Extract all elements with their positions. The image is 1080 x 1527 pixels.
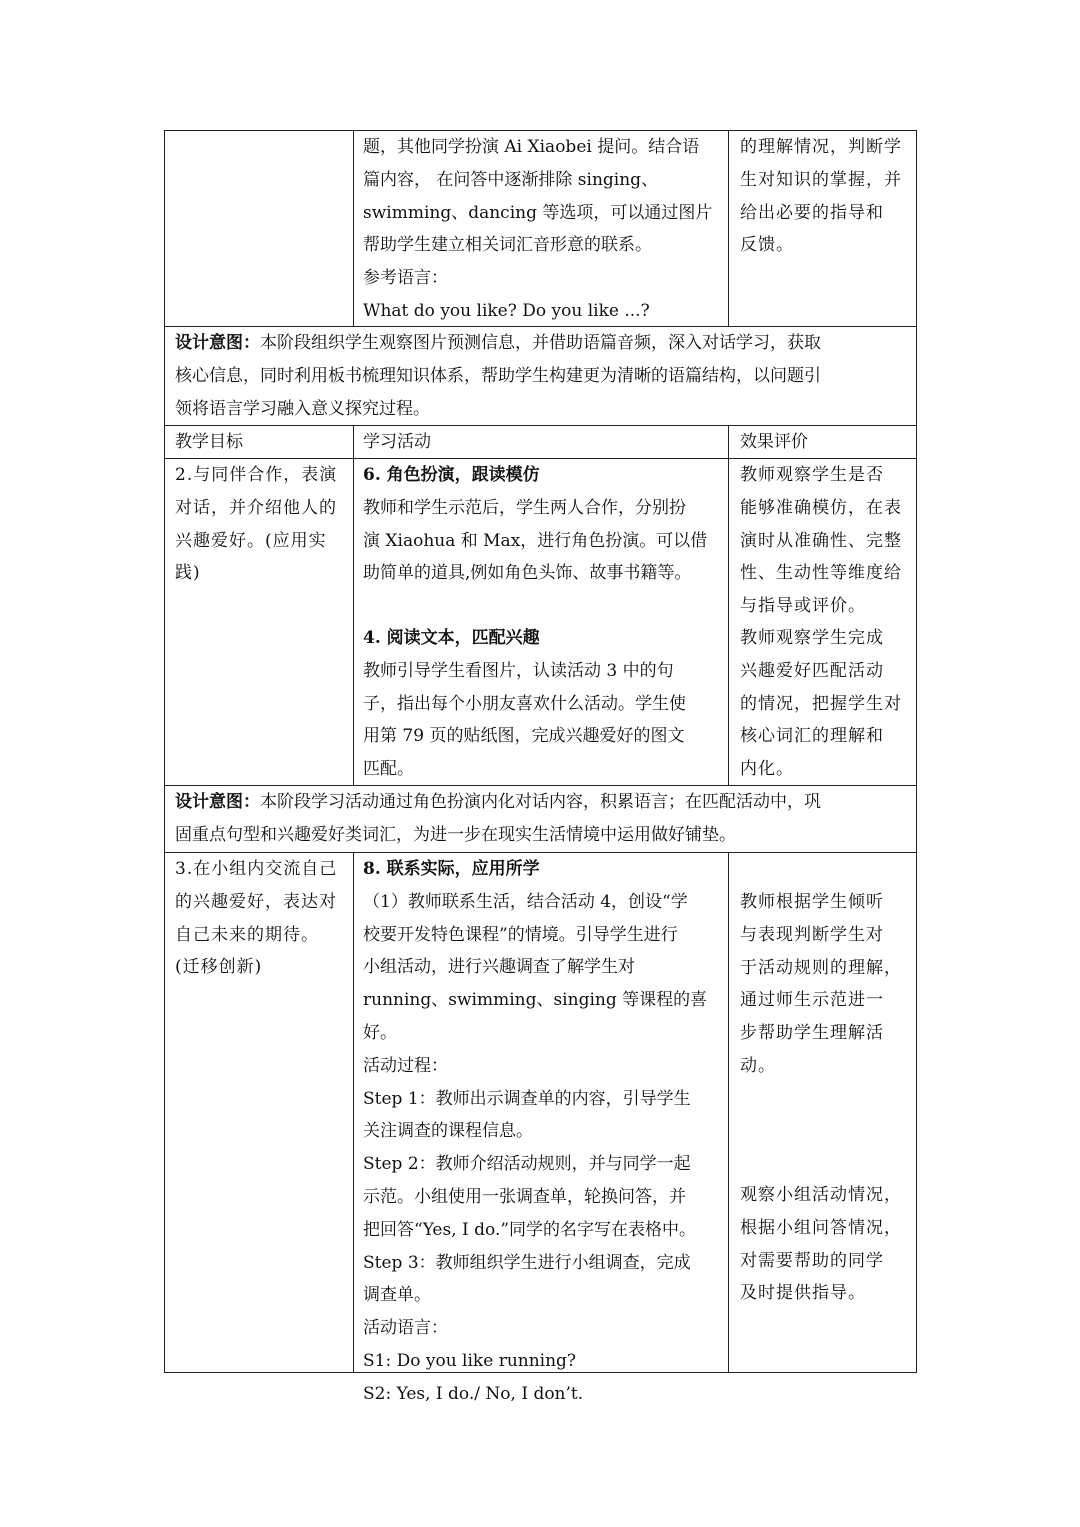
text-line: 教师根据学生倾听 <box>740 892 884 912</box>
text-line: 教师观察学生是否 <box>740 465 884 485</box>
row3-activity8-cell <box>363 853 725 1411</box>
text-line: 的情况，把握学生对 <box>740 693 902 714</box>
text-line: 性、生动性等维度给 <box>740 563 902 584</box>
table-right-border <box>916 130 917 1373</box>
text-line: 活动语言： <box>363 1318 448 1339</box>
col-divider-1 <box>353 425 354 785</box>
header-activity: 学习活动 <box>363 432 431 452</box>
text-line: 参考语言： <box>363 268 448 289</box>
text-line: 演时从准确性、完整 <box>740 530 902 551</box>
text-line: 教师引导学生看图片，认读活动 3 中的句 <box>363 660 674 681</box>
text-line: 关注调查的课程信息。 <box>363 1121 533 1142</box>
text-line: 观察小组活动情况， <box>740 1185 902 1205</box>
text-line: 篇内容， 在问答中逐渐排除 singing、 <box>363 169 659 190</box>
row1-evaluation-cell <box>740 131 912 262</box>
row2-eval4-cell <box>740 622 912 786</box>
text-line: 兴趣爱好。(应用实 <box>175 530 327 551</box>
design-intent-text: 领将语言学习融入意义探究过程。 <box>175 398 430 419</box>
row2-activity4-cell <box>363 622 725 786</box>
text-line: 子，指出每个小朋友喜欢什么活动。学生使 <box>363 693 686 714</box>
col-divider-1 <box>353 852 354 1372</box>
text-line: 对话，并介绍他人的 <box>175 497 337 518</box>
text-line: Step 2：教师介绍活动规则，并与同学一起 <box>363 1154 691 1175</box>
text-line: 3.在小组内交流自己 <box>175 859 338 879</box>
activity-title: 4. 阅读文本，匹配兴趣 <box>363 628 540 648</box>
text-line: 践) <box>175 563 201 584</box>
text-line: 校要开发特色课程”的情境。引导学生进行 <box>363 924 678 945</box>
text-line: 兴趣爱好匹配活动 <box>740 660 884 681</box>
design-intent-1 <box>175 327 913 425</box>
row3-eval-b-cell <box>740 1179 912 1310</box>
table-left-border <box>164 130 165 1373</box>
text-line: 演 Xiaohua 和 Max，进行角色扮演。可以借 <box>363 530 708 551</box>
text-line: 与指导或评价。 <box>740 596 866 617</box>
text-line: 自己未来的期待。 <box>175 924 319 945</box>
text-line: 用第 79 页的贴纸图，完成兴趣爱好的图文 <box>363 726 685 747</box>
header-evaluation: 效果评价 <box>740 432 808 452</box>
text-line: 对需要帮助的同学 <box>740 1250 884 1271</box>
design-intent-line <box>175 786 913 819</box>
text-line: 核心词汇的理解和 <box>740 726 884 747</box>
text-line: 小组活动，进行兴趣调查了解学生对 <box>363 957 635 978</box>
text-line: 生对知识的掌握，并 <box>740 169 902 190</box>
text-line: S1: Do you like running? <box>363 1350 577 1371</box>
text-line: 帮助学生建立相关词汇音形意的联系。 <box>363 235 652 256</box>
text-line: 根据小组问答情况， <box>740 1217 902 1238</box>
design-intent-label: 设计意图： <box>175 333 260 353</box>
row2-eval6-cell <box>740 459 912 623</box>
design-intent-text: 核心信息，同时利用板书梳理知识体系，帮助学生构建更为清晰的语篇结构，以问题引 <box>175 365 821 386</box>
text-line: 匹配。 <box>363 759 414 780</box>
text-line: 教师和学生示范后，学生两人合作，分别扮 <box>363 497 686 518</box>
col-divider-2 <box>728 130 729 326</box>
text-line: 活动过程： <box>363 1055 448 1076</box>
col-divider-1 <box>353 130 354 326</box>
row2-activity6-cell <box>363 459 725 590</box>
text-line: swimming、dancing 等选项，可以通过图片 <box>363 202 713 223</box>
text-line: Step 1：教师出示调查单的内容，引导学生 <box>363 1088 691 1109</box>
activity-title: 8. 联系实际，应用所学 <box>363 859 540 879</box>
text-line: 与表现判断学生对 <box>740 924 884 945</box>
text-line: S2: Yes, I do./ No, I don’t. <box>363 1383 584 1404</box>
design-intent-text: 固重点句型和兴趣爱好类词汇，为进一步在现实生活情境中运用做好铺垫。 <box>175 824 736 845</box>
text-line: 调查单。 <box>363 1285 431 1306</box>
row3-eval-a-cell <box>740 886 912 1083</box>
text-line: running、swimming、singing 等课程的喜好。 <box>363 990 708 1043</box>
design-intent-label: 设计意图： <box>175 792 260 812</box>
text-line: (迁移创新) <box>175 957 263 978</box>
text-line: 的理解情况，判断学 <box>740 137 902 157</box>
text-line: 反馈。 <box>740 235 794 256</box>
text-line: 步帮助学生理解活 <box>740 1023 884 1044</box>
text-line: What do you like? Do you like ...? <box>363 300 650 321</box>
text-line: 题，其他同学扮演 Ai Xiaobei 提问。结合语 <box>363 137 700 157</box>
text-line: 及时提供指导。 <box>740 1283 866 1304</box>
row1-activity-cell <box>363 131 723 328</box>
text-line: 示范。小组使用一张调查单，轮换问答，并 <box>363 1186 686 1207</box>
header-goal: 教学目标 <box>175 432 243 452</box>
activity-title: 6. 角色扮演，跟读模仿 <box>363 465 540 485</box>
design-intent-text: 本阶段组织学生观察图片预测信息，并借助语篇音频，深入对话学习，获取 <box>260 333 821 353</box>
text-line: 把回答“Yes, I do.”同学的名字写在表格中。 <box>363 1219 697 1240</box>
text-line: 的兴趣爱好，表达对 <box>175 891 337 912</box>
text-line: 给出必要的指导和 <box>740 202 884 223</box>
col-divider-2 <box>728 425 729 785</box>
text-line: 2.与同伴合作，表演 <box>175 465 338 485</box>
design-intent-2 <box>175 786 913 852</box>
design-intent-line <box>175 327 913 360</box>
text-line: 内化。 <box>740 759 794 780</box>
text-line: Step 3：教师组织学生进行小组调查，完成 <box>363 1252 691 1273</box>
text-line: 通过师生示范进一 <box>740 990 884 1011</box>
text-line: 助简单的道具,例如角色头饰、故事书籍等。 <box>363 563 692 584</box>
col-divider-2 <box>728 852 729 1372</box>
design-intent-text: 本阶段学习活动通过角色扮演内化对话内容，积累语言；在匹配活动中，巩 <box>260 792 821 812</box>
row2-goal-cell <box>175 459 349 590</box>
text-line: 于活动规则的理解， <box>740 957 902 978</box>
text-line: （1）教师联系生活，结合活动 4，创设“学 <box>363 891 688 912</box>
text-line: 能够准确模仿，在表 <box>740 497 902 518</box>
row3-goal-cell <box>175 853 349 984</box>
text-line: 教师观察学生完成 <box>740 628 884 648</box>
text-line: 动。 <box>740 1055 776 1076</box>
